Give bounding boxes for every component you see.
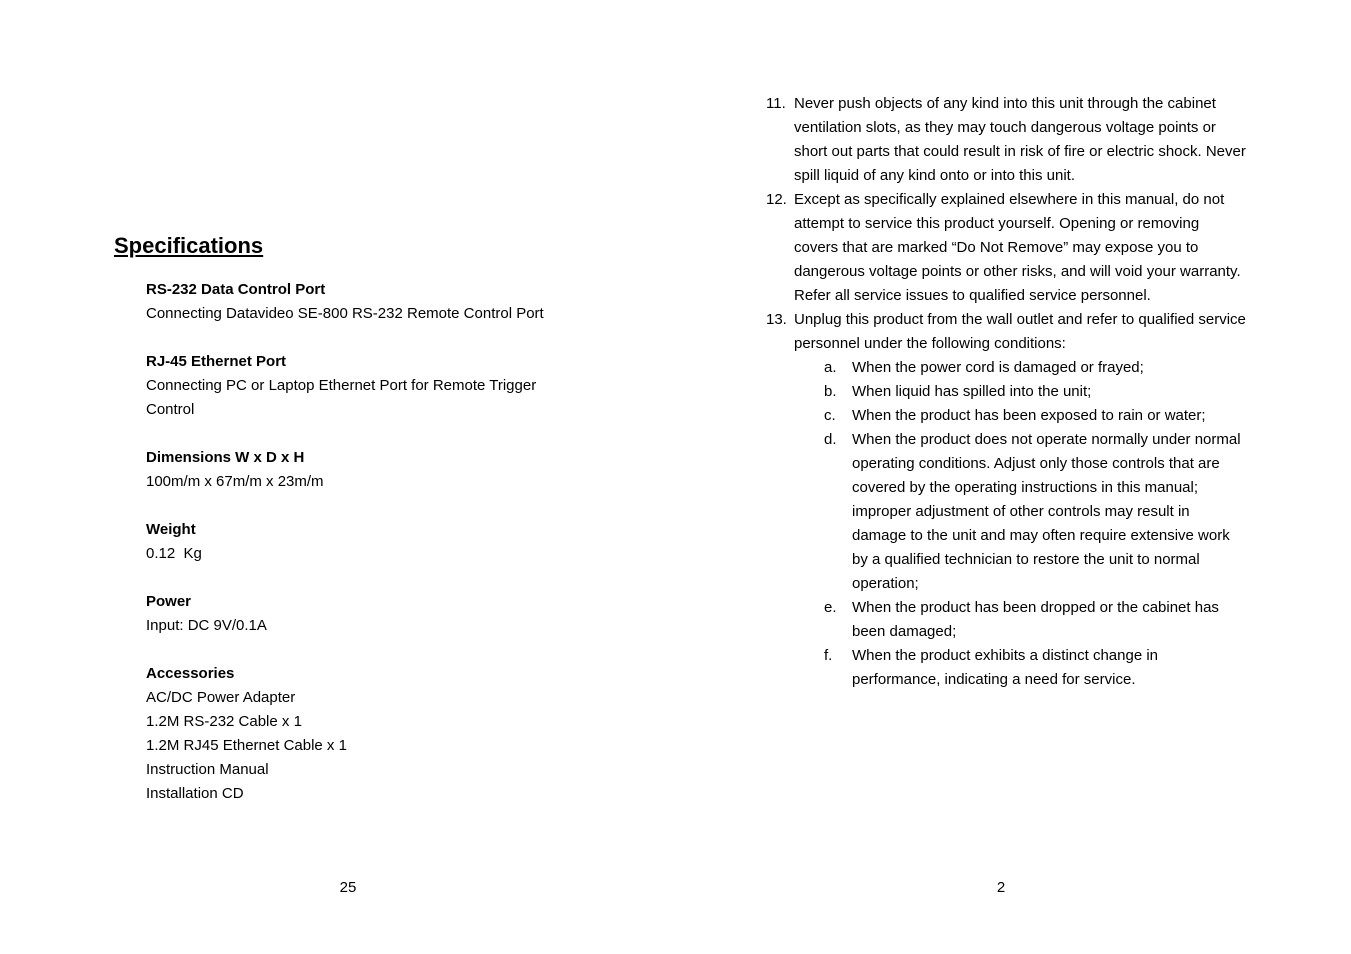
accessory-item: 1.2M RJ45 Ethernet Cable x 1 [146,737,347,754]
page-number: 25 [339,879,357,896]
condition-item [824,644,1246,692]
spec-value: Connecting PC or Laptop Ethernet Port for Remote Trigger [146,377,537,394]
spec-heading: Power [146,593,192,610]
spec-section-rs232 [146,278,616,326]
condition-item [824,356,1246,380]
spec-value: Input: DC 9V/0.1A [146,617,267,634]
spec-heading: Weight [146,521,196,538]
spec-section-power [146,590,616,638]
condition-letter: d. [824,431,837,448]
spec-heading: Dimensions W x D x H [146,449,305,466]
condition-text: When the product has been exposed to rain or water; [852,407,1206,424]
item-number: 13. [766,311,787,328]
spec-value: Control [146,401,195,418]
condition-letter: f. [824,647,833,664]
condition-item [824,596,1246,644]
list-item [766,92,1246,188]
condition-item [824,428,1246,596]
spec-heading: RS-232 Data Control Port [146,281,326,298]
item-number: 12. [766,191,787,208]
spec-section-weight [146,518,616,566]
accessory-item: 1.2M RS-232 Cable x 1 [146,713,302,730]
item-text: Except as specifically explained elsewhere in this manual, do not attempt to service this product yourself. Opening or removing covers that are marked “Do Not Remove” may expose you to dangerous voltage points or other risks, and will void your warranty. Refer all service issues to qualified service personnel. [794,191,1241,304]
accessory-item: Installation CD [146,785,244,802]
spec-section-dimensions [146,446,616,494]
condition-letter: e. [824,599,837,616]
page-title: Specifications [114,233,264,258]
safety-instructions-list [766,92,1246,692]
item-number: 11. [766,95,786,112]
condition-text: When the product exhibits a distinct change in performance, indicating a need for service. [852,647,1159,688]
spec-value: 100m/m x 67m/m x 23m/m [146,473,324,490]
accessory-item: Instruction Manual [146,761,269,778]
condition-item [824,404,1246,428]
condition-letter: c. [824,407,836,424]
list-item [766,308,1246,692]
spec-heading: RJ-45 Ethernet Port [146,353,287,370]
spec-value: Connecting Datavideo SE-800 RS-232 Remote Control Port [146,305,544,322]
page-number: 2 [996,879,1006,896]
condition-text: When the product has been dropped or the cabinet has been damaged; [852,599,1219,640]
conditions-list [824,356,1246,692]
condition-text: When the power cord is damaged or frayed; [852,359,1144,376]
specifications-list [146,278,616,830]
right-page [676,0,1351,954]
spec-heading: Accessories [146,665,235,682]
item-text: Never push objects of any kind into this unit through the cabinet ventilation slots, as they may touch dangerous voltage points or short out parts that could result in risk of fire or electric shock. Never spill liquid of any kind onto or into this unit. [794,95,1246,184]
spec-value: 0.12 Kg [146,545,202,562]
item-text: Unplug this product from the wall outlet and refer to qualified service personnel under the following conditions: [794,311,1246,352]
condition-text: When the product does not operate normally under normal operating conditions. Adjust only those controls that are covered by the operating instructions in this manual; improper adjustment of other controls may result in damage to the unit and may often require extensive work by a qualified technician to restore the unit to normal operation; [852,431,1241,592]
condition-item [824,380,1246,404]
spec-section-accessories [146,662,616,806]
condition-letter: b. [824,383,837,400]
condition-letter: a. [824,359,837,376]
accessory-item: AC/DC Power Adapter [146,689,296,706]
spec-section-rj45 [146,350,616,422]
list-item [766,188,1246,308]
condition-text: When liquid has spilled into the unit; [852,383,1092,400]
